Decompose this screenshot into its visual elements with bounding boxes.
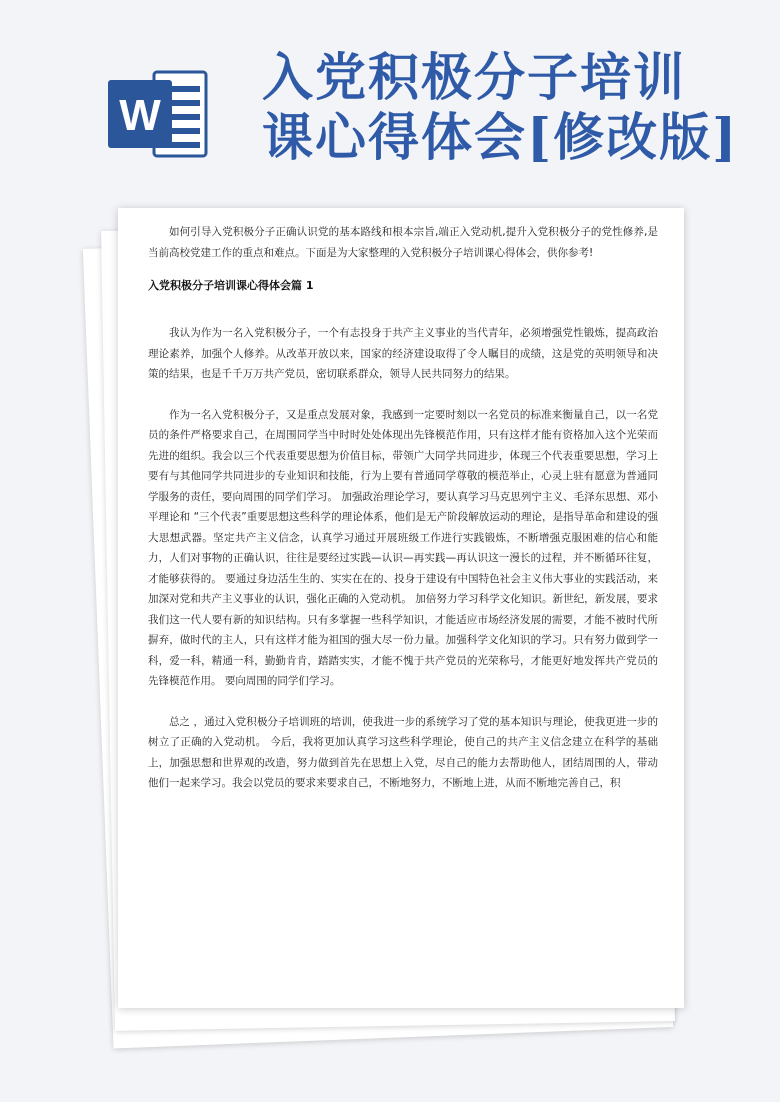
- document-page: [118, 208, 684, 1008]
- intro-paragraph: 如何引导入党积极分子正确认识党的基本路线和根本宗旨,端正入党动机,提升入党积极分子的党性修养,是当前高校党建工作的重点和难点。下面是为大家整理的入党积极分子培训课心得体会，供你参考!: [148, 226, 658, 259]
- section-heading: 入党积极分子培训课心得体会篇 1: [148, 279, 314, 292]
- body-paragraph-1: 我认为作为一名入党积极分子，一个有志投身于共产主义事业的当代青年，必须增强党性锻炼，提高政治理论素养，加强个人修养。从改革开放以来，国家的经济建设取得了令人瞩目的成绩，这是党的英明领导和决策的结果，也是千千万万共产党员，密切联系群众，领导人民共同努力的结果。: [148, 327, 658, 380]
- word-document-icon: [108, 68, 208, 160]
- body-paragraph-3: 总之 ，通过入党积极分子培训班的培训，使我进一步的系统学习了党的基本知识与理论，使我更进一步的树立了正确的入党动机。 今后，我将更加认真学习这些科学理论，使自己的共产主义信念建立在科学的基础上，加强思想和世界观的改造，努力做到首先在思想上入党，尽自己的能力去帮助他人，团结周围的人，带动他们一起来学习。我会以党员的要求来要求自己，不断地努力，不断地上进，从而不断地完善自己，积: [148, 715, 658, 789]
- body-paragraph-2: 作为一名入党积极分子，又是重点发展对象，我感到一定要时刻以一名党员的标准来衡量自己，以一名党员的条件严格要求自己，在周围同学当中时时处处体现出先锋模范作用，只有这样才能有资格加入这个光荣而先进的组织。我会以三个代表重要思想为价值目标，带领广大同学共同进步，体现三个代表重要思想，学习上要有与其他同学共同进步的专业知识和技能，行为上要有普通同学尊敬的模范举止，心灵上驻有愿意为普通同学服务的责任，要向周围的同学们学习。 加强政治理论学习，要认真学习马克思列宁主义、毛泽东思想、邓小平理论和 “三个代表”重要思想这些科学的理论体系，他们是无产阶段解放运动的理论，是指导革命和建设的强大思想武器。坚定共产主义信念，认真学习通过开展班级工作进行实践锻炼，不断增强克服困难的信心和能力，人们对事物的正确认识，往往是要经过实践—认识—再实践—再认识这一漫长的过程，并不断循环往复，才能够获得的。 要通过身边活生生的、实实在在的、投身于建设有中国特色社会主义伟大事业的实践活动，来加深对党和共产主义事业的认识，强化正确的入党动机。 加倍努力学习科学文化知识。新世纪，新发展，要求我们这一代人要有新的知识结构。只有多掌握一些科学知识，才能适应市场经济发展的需要，才能不被时代所摒弃，做时代的主人，只有这样才能为祖国的强大尽一份力量。加强科学文化知识的学习。只有努力做到学一科，爱一科，精通一科，勤勤肯肯，踏踏实实，才能不愧于共产党员的光荣称号，才能更好地发挥共产党员的先锋模范作用。 要向周围的同学们学习。: [148, 408, 658, 687]
- title-line-1: 入党积极分子培训: [262, 48, 687, 108]
- page-title: [262, 48, 762, 168]
- svg-text:W: W: [119, 91, 161, 140]
- title-line-2: 课心得体会[修改版]: [262, 108, 739, 168]
